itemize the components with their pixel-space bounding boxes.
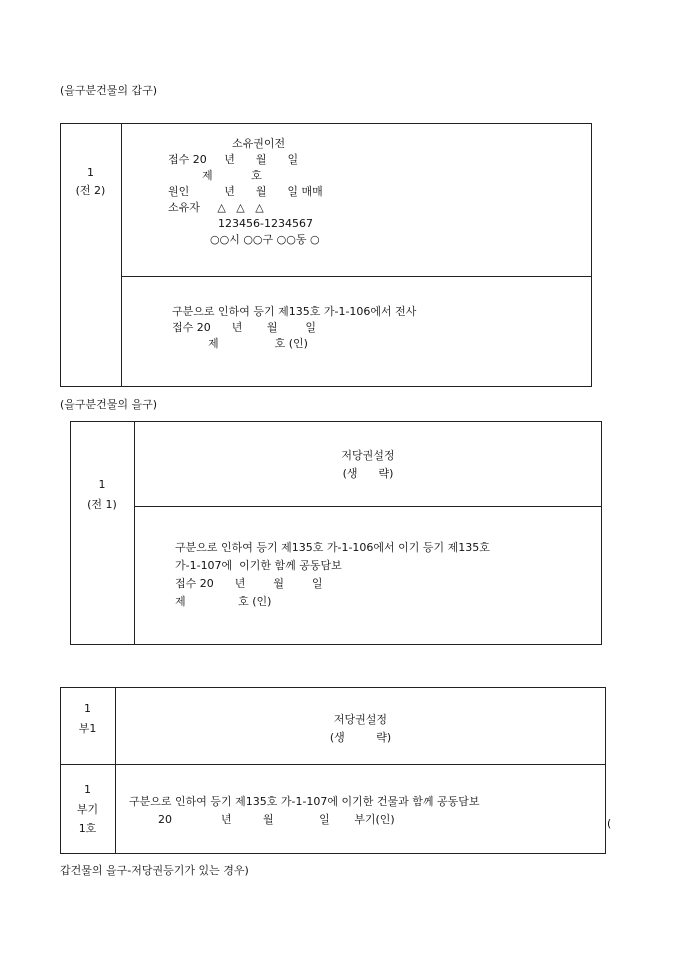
joint-line-1: 구분으로 인하여 등기 제135호 가-1-106에서 이기 등기 제135호 — [175, 541, 490, 554]
joint-receipt: 접수 20 년 월 일 — [175, 577, 323, 590]
rank-number: 1 — [98, 478, 106, 491]
joint-line-2: 가-1-107에 이기한 함께 공동담보 — [175, 559, 342, 572]
rank-sub: (전 1) — [87, 498, 117, 511]
transcription-number: 제 호 (인) — [208, 337, 308, 350]
joint-number: 제 호 (인) — [175, 595, 272, 608]
stray-paren: ( — [607, 817, 612, 830]
transfer-entry — [122, 136, 592, 248]
rank-number: 1 — [87, 166, 94, 179]
section2-heading: (을구분건물의 을구) — [60, 398, 158, 411]
row1-rank: 1 — [84, 702, 91, 715]
owner-address: ○○시 ○○구 ○○동 ○ — [210, 233, 320, 246]
row1-title: 저당권설정 — [333, 713, 388, 726]
transcription-text: 구분으로 인하여 등기 제135호 가-1-106에서 전사 — [172, 305, 417, 318]
caption: 갑건물의 을구-저당권등기가 있는 경우) — [60, 864, 249, 877]
row2-rank-sub2: 1호 — [78, 822, 97, 835]
row2-rank-sub: 부기 — [76, 803, 99, 816]
row2-text: 구분으로 인하여 등기 제135호 가-1-107에 이기한 건물과 함께 공동담보 — [129, 795, 480, 808]
row-divider — [121, 276, 592, 277]
row2-date: 20 년 월 일 부기(인) — [158, 813, 395, 826]
row1-rank-sub: 부1 — [78, 722, 97, 735]
owner-line: 소유자 △ △ △ — [168, 201, 264, 214]
section1-heading: (을구분건물의 갑구) — [60, 84, 158, 97]
row-divider — [134, 506, 602, 507]
row1-omitted: (생 략) — [329, 731, 392, 744]
joint-collateral-entry — [135, 540, 602, 612]
row-divider — [60, 764, 606, 765]
mortgage-omitted: (생 략) — [342, 467, 394, 480]
row2-rank: 1 — [84, 783, 91, 796]
rank-sub: (전 2) — [75, 184, 106, 197]
cause-line: 원인 년 월 일 매매 — [168, 185, 323, 198]
receipt-date: 접수 20 년 월 일 — [168, 153, 299, 166]
transcription-receipt: 접수 20 년 월 일 — [172, 321, 317, 334]
entry-title: 소유권이전 — [232, 137, 286, 150]
receipt-number: 제 호 — [202, 169, 262, 182]
transcription-entry — [122, 304, 592, 352]
owner-id: 123456-1234567 — [218, 217, 313, 230]
mortgage-title: 저당권설정 — [341, 449, 395, 462]
